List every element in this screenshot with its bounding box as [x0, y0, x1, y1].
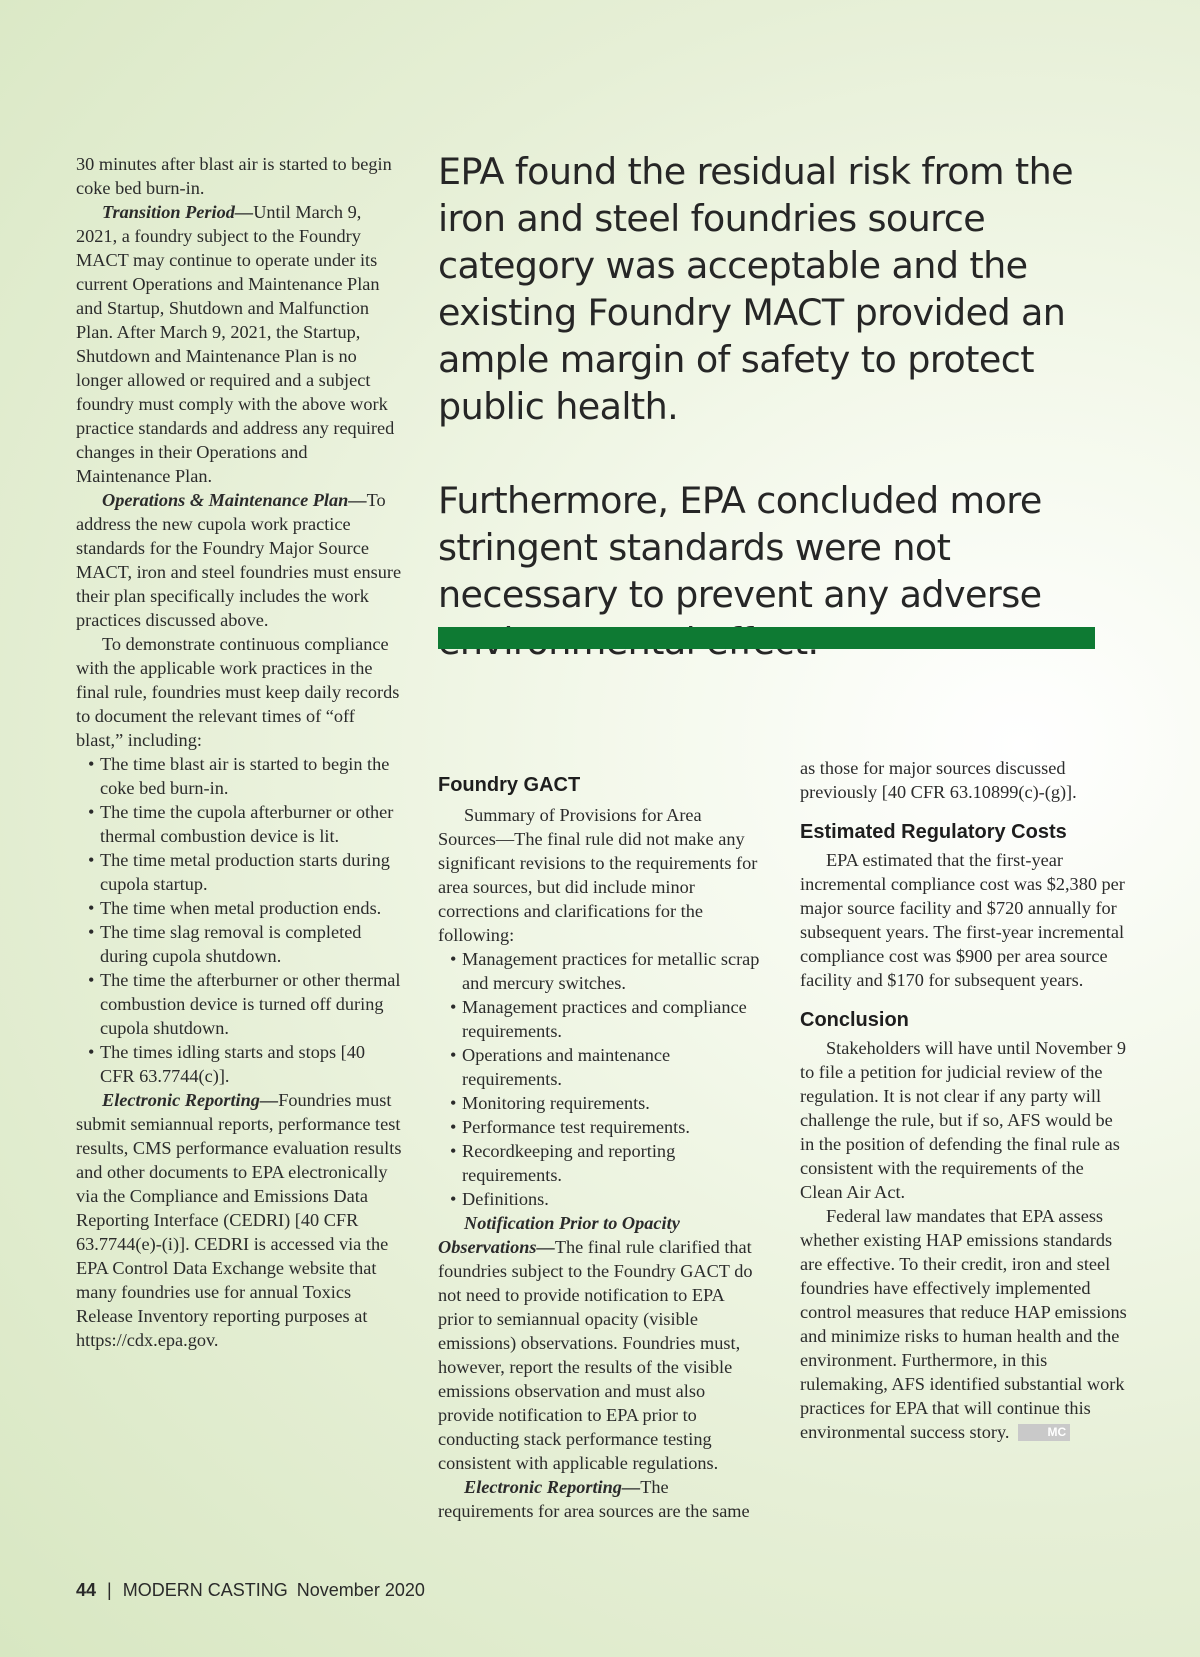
page-footer [76, 1580, 425, 1601]
section-heading-foundry-gact: Foundry GACT [438, 774, 581, 796]
list-item: • The times idling starts and stops [40 CFR 63.7744(c)]. [88, 1040, 404, 1088]
paragraph-text: Until March 9, 2021, a foundry subject to the Foundry MACT may continue to operate under its current Operations and Maintenance Plan and Startup, Shutdown and Malfunction Plan. After March 9, 2021, the Startup, Shutdown and Maintenance Plan is no longer allowed or required and a subject foundry must comply with the above work practice standards and address any required changes in their Operations and Maintenance Plan. [76, 202, 395, 486]
issue-date: November 2020 [296, 1580, 425, 1600]
run-in-heading: Electronic Reporting— [464, 1477, 641, 1497]
list-item: • Management practices for metallic scrap and mercury switches. [450, 947, 763, 995]
list-item: • The time the cupola afterburner or other thermal combustion device is lit. [88, 800, 404, 848]
paragraph-notification [438, 1211, 763, 1475]
run-in-heading: Notification Prior to Opacity Observations— [438, 1213, 680, 1257]
paragraph-electronic-reporting [76, 1088, 404, 1352]
column-1 [76, 152, 404, 1352]
end-mark-logo: MC [1018, 1424, 1071, 1441]
paragraph-text: The final rule clarified that foundries subject to the Foundry GACT do not need to provide notification to EPA prior to semiannual opacity (visible emissions) observations. Foundries must, however, report the results of the visible emissions observation and must also provide notification to EPA prior to conducting stack performance testing consistent with applicable regulations. [438, 1237, 753, 1473]
page-number: 44 [76, 1580, 97, 1600]
run-in-heading: Operations & Maintenance Plan— [102, 490, 367, 510]
section-heading-conclusion: Conclusion [800, 1009, 909, 1031]
provisions-list [438, 947, 763, 1211]
pull-quote-paragraph: Furthermore, EPA concluded more stringent standards were not necessary to prevent any adverse [438, 479, 1042, 616]
footer-separator: | [107, 1580, 112, 1600]
run-in-heading: Transition Period— [102, 202, 254, 222]
paragraph: To demonstrate continuous compliance with the applicable work practices in the final rule, foundries must keep daily records to document the relevant times of “off blast,” including: [76, 634, 400, 750]
paragraph-electronic-reporting [438, 1475, 763, 1523]
list-item: • The time slag removal is completed during cupola shutdown. [88, 920, 404, 968]
paragraph: Summary of Provisions for Area Sources—The final rule did not make any significant revisions to the requirements for area sources, but did include minor corrections and clarifications for the following: [438, 805, 758, 945]
run-in-heading: Electronic Reporting— [102, 1090, 279, 1110]
list-item: • The time blast air is started to begin the coke bed burn-in. [88, 752, 404, 800]
paragraph-text: To address the new cupola work practice standards for the Foundry Major Source MACT, iron and steel foundries must ensure their plan specifically includes the work practices discussed above. [76, 490, 402, 630]
pull-quote-paragraph: EPA found the residual risk from the iron and steel foundries source category was acceptable and the existing Foundry MACT provided an ample margin of safety to protect public health. [438, 150, 1074, 428]
column-2 [438, 773, 763, 1523]
off-blast-list [76, 752, 404, 1088]
paragraph-text: The requirements for area sources are the same [438, 1477, 750, 1521]
list-item: • Recordkeeping and reporting requirements. [450, 1139, 763, 1187]
paragraph: as those for major sources discussed previously [40 CFR 63.10899(c)-(g)]. [800, 758, 1077, 802]
section-heading-costs: Estimated Regulatory Costs [800, 821, 1067, 843]
paragraph-transition-period [76, 200, 404, 488]
paragraph-text: Foundries must submit semiannual reports, performance test results, CMS performance evaluation results and other documents to EPA electronically via the Compliance and Emissions Data Reporting Interface (CEDRI) [40 CFR 63.7744(e)-(i)]. CEDRI is accessed via the EPA Control Data Exchange website that many foundries use for annual Toxics Release Inventory reporting purposes at https://cdx.epa.gov. [76, 1090, 402, 1350]
paragraph: Stakeholders will have until November 9 to file a petition for judicial review of the regulation. It is not clear if any party will challenge the rule, but if so, AFS would be in the position of defending the final rule as consistent with the requirements of the Clean Air Act. [800, 1038, 1127, 1202]
pull-quote [438, 148, 1118, 665]
list-item: • Definitions. [450, 1187, 763, 1211]
paragraph: 30 minutes after blast air is started to begin coke bed burn-in. [76, 154, 392, 198]
list-item: • The time metal production starts during cupola startup. [88, 848, 404, 896]
list-item: • Performance test requirements. [450, 1115, 763, 1139]
list-item: • Monitoring requirements. [450, 1091, 763, 1115]
paragraph-om-plan [76, 488, 404, 632]
column-3 [800, 756, 1128, 1444]
green-divider-bar [438, 627, 1095, 649]
list-item: • Operations and maintenance requirements. [450, 1043, 763, 1091]
list-item: • Management practices and compliance requirements. [450, 995, 763, 1043]
publication-name: MODERN CASTING [122, 1580, 288, 1600]
paragraph [800, 1204, 1128, 1444]
list-item: • The time the afterburner or other thermal combustion device is turned off during cupola shutdown. [88, 968, 404, 1040]
paragraph: EPA estimated that the first-year incremental compliance cost was $2,380 per major source facility and $720 annually for subsequent years. The first-year incremental compliance cost was $900 per area source facility and $170 for subsequent years. [800, 850, 1125, 990]
list-item: • The time when metal production ends. [88, 896, 404, 920]
paragraph-text: Federal law mandates that EPA assess whether existing HAP emissions standards are effective. To their credit, iron and steel foundries have effectively implemented control measures that reduce HAP emissions and minimize risks to human health and the environment. Furthermore, in this rulemaking, AFS identified substantial work practices for EPA that will continue this environmental success story. [800, 1206, 1127, 1442]
